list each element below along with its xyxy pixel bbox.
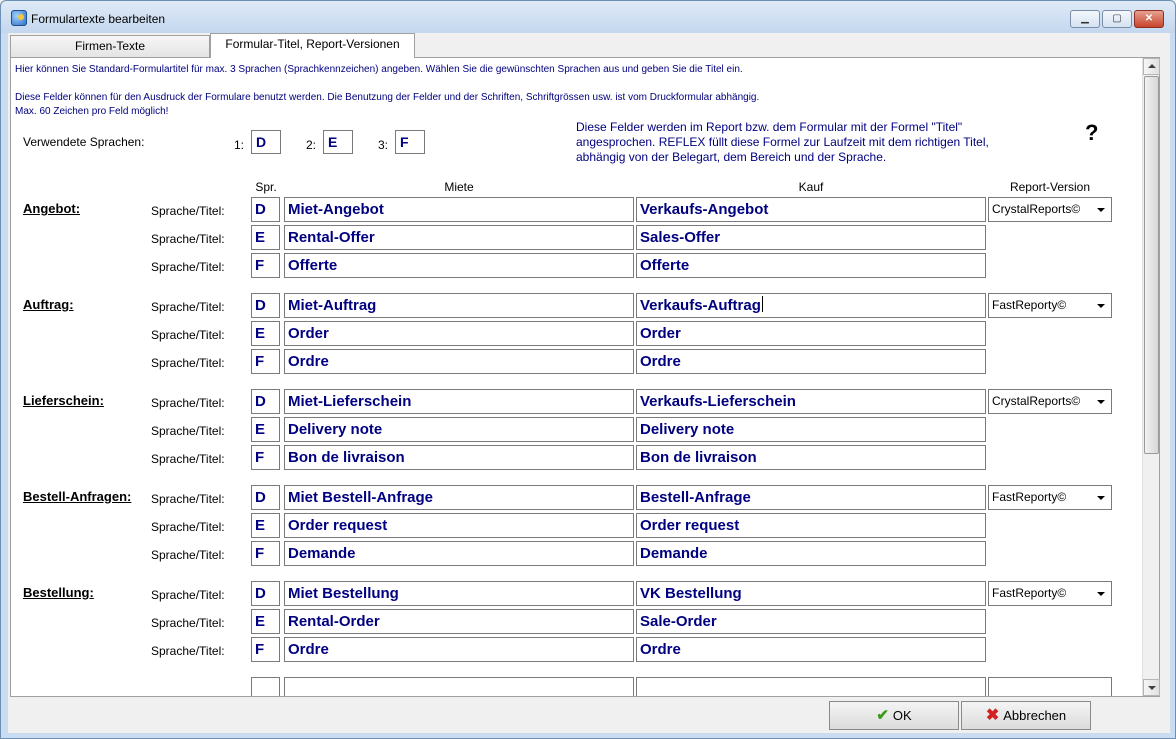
language-code-field[interactable]: D (251, 485, 280, 510)
kauf-title-field[interactable] (636, 417, 986, 442)
row-label: Sprache/Titel: (151, 616, 225, 630)
help-icon[interactable]: ? (1085, 120, 1099, 145)
report-version-value: FastReporty© (992, 586, 1067, 600)
language-code-field[interactable]: E (251, 225, 280, 250)
miete-title-field[interactable]: Miet Bestellung (284, 581, 634, 606)
report-version-select[interactable] (988, 197, 1112, 222)
miete-title-field[interactable]: Ordre (284, 637, 634, 662)
row-label: Sprache/Titel: (151, 424, 225, 438)
language-code-field[interactable]: F (251, 349, 280, 374)
kauf-title-field[interactable] (636, 321, 986, 346)
ok-button-label: OK (892, 708, 912, 723)
language-code-field[interactable] (251, 677, 280, 696)
title-bar (1, 1, 1175, 33)
tab-firmen-texte[interactable]: Firmen-Texte (10, 35, 210, 57)
language-3-input[interactable]: F (395, 130, 425, 154)
kauf-title-field[interactable] (636, 485, 986, 510)
report-version-value: FastReporty© (992, 490, 1067, 504)
language-3-number: 3: (378, 138, 389, 152)
formula-note: Diese Felder werden im Report bzw. dem Formular mit der Formel "Titel" angesprochen. REFLEX füllt diese Formel zur Laufzeit mit dem richtigen Titel, abhängig von der Belegart, dem Bereich und der Sprache. (576, 120, 989, 164)
kauf-title-field[interactable] (636, 581, 986, 606)
miete-title-field[interactable]: Bon de livraison (284, 445, 634, 470)
kauf-title-text: Verkaufs-Angebot (640, 201, 769, 218)
window-title: Formulartexte bearbeiten (31, 12, 166, 26)
report-version-select[interactable] (988, 485, 1112, 510)
language-2-number: 2: (306, 138, 317, 152)
report-version-value: FastReporty© (992, 298, 1067, 312)
group-label: Auftrag: (23, 297, 74, 312)
language-code-field[interactable]: F (251, 445, 280, 470)
chevron-down-icon (1148, 686, 1156, 690)
kauf-title-text: Sale-Order (640, 613, 717, 630)
kauf-title-text: Offerte (640, 257, 690, 274)
miete-title-field[interactable] (284, 677, 634, 696)
report-version-value: CrystalReports© (992, 202, 1081, 216)
kauf-title-field[interactable] (636, 637, 986, 662)
language-code-field[interactable]: E (251, 609, 280, 634)
kauf-title-text: Order request (640, 517, 740, 534)
row-label: Sprache/Titel: (151, 492, 225, 506)
miete-title-field[interactable]: Miet Bestell-Anfrage (284, 485, 634, 510)
kauf-title-text: Bestell-Anfrage (640, 489, 751, 506)
kauf-title-field[interactable] (636, 225, 986, 250)
report-version-select[interactable] (988, 581, 1112, 606)
language-code-field[interactable]: D (251, 581, 280, 606)
language-code-field[interactable]: F (251, 637, 280, 662)
language-code-field[interactable]: D (251, 389, 280, 414)
miete-title-field[interactable]: Miet-Lieferschein (284, 389, 634, 414)
kauf-title-field[interactable] (636, 677, 986, 696)
chevron-down-icon (1097, 304, 1105, 308)
column-header-spr: Spr. (255, 180, 277, 194)
kauf-title-field[interactable] (636, 609, 986, 634)
languages-label: Verwendete Sprachen: (23, 135, 145, 149)
miete-title-field[interactable]: Delivery note (284, 417, 634, 442)
miete-title-field[interactable]: Rental-Order (284, 609, 634, 634)
kauf-title-field[interactable] (636, 541, 986, 566)
minimize-button[interactable]: ▁ (1070, 10, 1100, 28)
miete-title-field[interactable]: Rental-Offer (284, 225, 634, 250)
info-line-3: Max. 60 Zeichen pro Feld möglich! (15, 106, 169, 117)
x-icon: ✖ (985, 707, 1000, 724)
info-line-1: Hier können Sie Standard-Formulartitel für max. 3 Sprachen (Sprachkennzeichen) angeben. Wählen Sie die gewünschten Sprachen aus und geben Sie die Titel ein. (15, 64, 743, 75)
app-icon (11, 10, 27, 26)
column-header-report-version: Report-Version (1009, 180, 1091, 194)
column-header-kauf: Kauf (798, 180, 824, 194)
kauf-title-text: Bon de livraison (640, 449, 757, 466)
column-header-miete: Miete (444, 180, 474, 194)
check-icon: ✔ (876, 707, 889, 724)
report-version-select[interactable] (988, 389, 1112, 414)
text-caret (762, 296, 763, 312)
language-code-field[interactable]: F (251, 541, 280, 566)
scroll-up-button[interactable] (1143, 58, 1160, 75)
miete-title-field[interactable]: Order request (284, 513, 634, 538)
kauf-title-text: Sales-Offer (640, 229, 721, 246)
kauf-title-text: Delivery note (640, 421, 735, 438)
row-label: Sprache/Titel: (151, 204, 225, 218)
tab-formular-titel[interactable]: Formular-Titel, Report-Versionen (210, 33, 415, 58)
row-label: Sprache/Titel: (151, 396, 225, 410)
language-code-field[interactable]: E (251, 417, 280, 442)
language-code-field[interactable]: D (251, 197, 280, 222)
kauf-title-field[interactable] (636, 293, 986, 318)
miete-title-field[interactable]: Demande (284, 541, 634, 566)
scroll-thumb[interactable] (1144, 76, 1159, 454)
kauf-title-field[interactable] (636, 197, 986, 222)
group-label: Bestellung: (23, 585, 94, 600)
language-code-field[interactable]: E (251, 321, 280, 346)
dialog-client (8, 33, 1170, 733)
kauf-title-text: Verkaufs-Lieferschein (640, 393, 796, 410)
ok-button[interactable] (829, 701, 959, 730)
kauf-title-field[interactable] (636, 445, 986, 470)
row-label: Sprache/Titel: (151, 328, 225, 342)
group-label: Lieferschein: (23, 393, 104, 408)
language-code-field[interactable]: D (251, 293, 280, 318)
miete-title-field[interactable]: Order (284, 321, 634, 346)
row-label: Sprache/Titel: (151, 260, 225, 274)
chevron-down-icon (1097, 592, 1105, 596)
tab-panel (10, 57, 1160, 697)
row-label: Sprache/Titel: (151, 520, 225, 534)
cancel-button-label: Abbrechen (1003, 708, 1067, 723)
vertical-scrollbar[interactable] (1142, 58, 1159, 696)
kauf-title-text: Demande (640, 545, 708, 562)
kauf-title-text: Order (640, 325, 681, 342)
chevron-up-icon (1148, 64, 1156, 68)
row-label: Sprache/Titel: (151, 452, 225, 466)
kauf-title-field[interactable] (636, 349, 986, 374)
cancel-button[interactable] (961, 701, 1091, 730)
miete-title-field[interactable]: Miet-Angebot (284, 197, 634, 222)
group-label: Bestell-Anfragen: (23, 489, 132, 504)
language-1-number: 1: (234, 138, 245, 152)
report-version-select[interactable] (988, 677, 1112, 696)
chevron-down-icon (1097, 400, 1105, 404)
kauf-title-field[interactable] (636, 513, 986, 538)
report-version-value: CrystalReports© (992, 394, 1081, 408)
report-version-select[interactable] (988, 293, 1112, 318)
row-label: Sprache/Titel: (151, 356, 225, 370)
language-code-field[interactable]: F (251, 253, 280, 278)
kauf-title-text: Ordre (640, 641, 681, 658)
language-2-input[interactable]: E (323, 130, 353, 154)
row-label: Sprache/Titel: (151, 588, 225, 602)
scroll-down-button[interactable] (1143, 679, 1160, 696)
row-label: Sprache/Titel: (151, 644, 225, 658)
kauf-title-text: Ordre (640, 353, 681, 370)
maximize-button[interactable]: ▢ (1102, 10, 1132, 28)
language-1-input[interactable]: D (251, 130, 281, 154)
chevron-down-icon (1097, 496, 1105, 500)
row-label: Sprache/Titel: (151, 300, 225, 314)
miete-title-field[interactable]: Miet-Auftrag (284, 293, 634, 318)
group-label: Angebot: (23, 201, 81, 216)
chevron-down-icon (1097, 208, 1105, 212)
miete-title-field[interactable]: Offerte (284, 253, 634, 278)
info-line-2: Diese Felder können für den Ausdruck der Formulare benutzt werden. Die Benutzung der Felder und der Schriften, Schriftgrössen usw. ist vom Druckformular abhängig. (15, 92, 760, 103)
language-code-field[interactable]: E (251, 513, 280, 538)
kauf-title-text: Verkaufs-Auftrag (640, 297, 761, 314)
kauf-title-field[interactable] (636, 253, 986, 278)
kauf-title-field[interactable] (636, 389, 986, 414)
row-label: Sprache/Titel: (151, 232, 225, 246)
scroll-content (11, 58, 1142, 696)
miete-title-field[interactable]: Ordre (284, 349, 634, 374)
row-label: Sprache/Titel: (151, 548, 225, 562)
kauf-title-text: VK Bestellung (640, 585, 742, 602)
close-button[interactable]: ✕ (1134, 10, 1164, 28)
